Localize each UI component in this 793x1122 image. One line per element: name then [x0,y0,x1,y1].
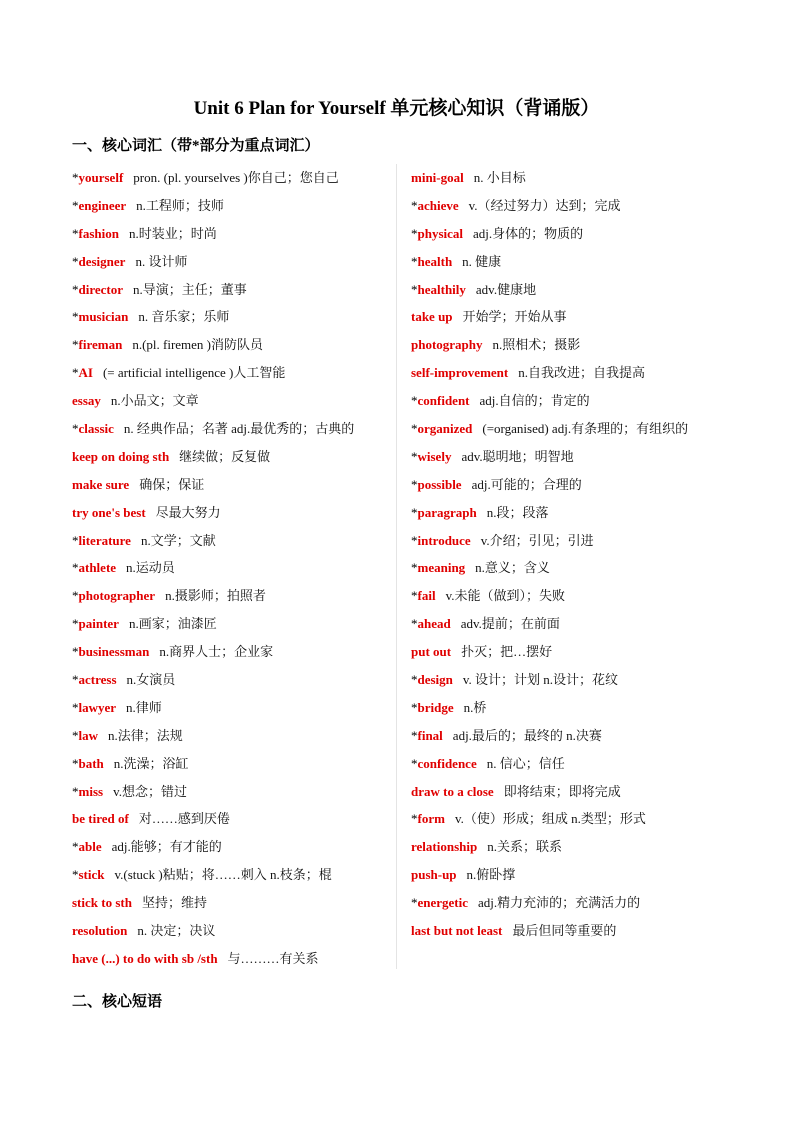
vocab-word: businessman [78,644,150,660]
vocab-word: healthily [417,281,466,297]
vocab-definition: n.商界人士；企业家 [159,644,274,660]
vocab-entry [72,778,398,806]
vocab-entry [72,331,398,359]
vocab-definition: n.(pl. firemen )消防队员 [132,337,264,353]
vocab-word: bath [78,755,104,771]
vocab-word: push-up [411,867,457,883]
important-marker: * [72,867,79,883]
important-marker: * [72,616,79,632]
important-marker: * [411,895,418,911]
vocab-word: musician [78,309,129,325]
vocab-word: athlete [78,560,117,576]
important-marker: * [72,421,79,437]
important-marker: * [72,253,79,269]
important-marker: * [411,532,418,548]
vocab-definition: n. 健康 [462,253,502,269]
vocab-entry [411,276,731,304]
vocab-definition: n.自我改进；自我提高 [518,365,645,381]
vocab-word: actress [78,672,117,688]
vocab-word: health [417,253,453,269]
vocab-word: confidence [417,755,477,771]
vocab-entry [411,359,731,387]
important-marker: * [72,727,79,743]
vocab-entry [411,471,731,499]
vocab-entry [72,610,398,638]
vocab-entry [72,945,398,973]
vocab-entry [72,917,398,945]
vocab-entry [72,889,398,917]
vocab-entry [72,554,398,582]
important-marker: * [72,170,79,185]
important-marker: * [72,197,79,213]
vocab-definition: n.照相术；摄影 [492,337,581,353]
vocab-entry [411,722,731,750]
vocab-definition: n.法律；法规 [108,727,183,743]
important-marker: * [72,281,79,297]
vocab-entry [411,750,731,778]
page-title: Unit 6 Plan for Yourself 单元核心知识（背诵版） [193,98,600,119]
vocab-entry [411,889,731,917]
vocab-definition: n. 信心；信任 [486,755,565,771]
vocab-entry [72,805,398,833]
vocab-word: ahead [417,616,451,632]
important-marker: * [411,421,418,437]
vocab-entry [72,276,398,304]
vocab-definition: adj.可能的；合理的 [471,476,582,492]
vocab-definition: n.桥 [463,699,487,715]
vocab-definition: n.意义；含义 [475,560,550,576]
vocab-word: bridge [417,699,454,715]
vocab-word: director [78,281,124,297]
vocab-entry [411,220,731,248]
vocab-definition: n.文学；文献 [140,532,216,548]
vocab-definition: v.想念；错过 [113,783,187,799]
vocab-word: yourself [78,170,124,185]
important-marker: * [411,672,418,688]
vocab-definition: (=organised) adj.有条理的；有组织的 [482,421,689,437]
vocab-word: put out [411,644,452,660]
vocab-entry [72,415,398,443]
vocab-entry [72,359,398,387]
vocab-entry [411,917,731,945]
vocab-definition: n.女演员 [126,672,176,688]
vocab-definition: n. 小目标 [473,170,526,185]
vocab-word: lawyer [78,699,117,715]
vocab-entry [72,220,398,248]
vocab-definition: n.时装业；时尚 [128,225,217,241]
vocab-column-right [411,164,731,945]
vocab-word: form [417,811,445,827]
important-marker: * [72,309,79,325]
vocab-entry [72,248,398,276]
vocab-word: physical [417,225,464,241]
vocab-word: able [78,839,102,855]
vocab-definition: 继续做；反复做 [179,448,271,464]
vocab-definition: adj.精力充沛的；充满活力的 [478,895,641,911]
vocab-entry [411,303,731,331]
vocab-entry [411,527,731,555]
vocab-entry [72,499,398,527]
vocab-word: energetic [417,895,469,911]
important-marker: * [411,560,418,576]
vocab-entry [411,499,731,527]
vocab-word: keep on doing sth [72,448,170,464]
vocab-definition: v.（经过努力）达到；完成 [468,197,621,213]
vocab-word: stick to sth [72,895,132,911]
vocab-word: possible [417,476,462,492]
vocab-entry [411,861,731,889]
vocab-word: painter [78,616,119,632]
vocab-word: take up [411,309,453,325]
important-marker: * [72,644,79,660]
vocab-word: make sure [72,476,130,492]
vocab-definition: (= artificial intelligence )人工智能 [102,365,286,381]
vocab-definition: 扑灭；把…摆好 [461,644,553,660]
vocab-definition: n. 经典作品；名著 adj.最优秀的；古典的 [123,421,355,437]
important-marker: * [72,783,79,799]
important-marker: * [411,755,418,771]
section-heading-vocabulary: 一、核心词汇（带*部分为重点词汇） [72,138,320,154]
vocab-word: engineer [78,197,127,213]
vocab-word: designer [78,253,126,269]
important-marker: * [72,532,79,548]
vocab-entry [72,582,398,610]
important-marker: * [411,197,418,213]
vocab-definition: adv.提前；在前面 [460,616,560,632]
important-marker: * [72,699,79,715]
vocab-definition: n.画家；油漆匠 [128,616,217,632]
vocab-word: stick [78,867,105,883]
vocab-word: photography [411,337,483,353]
vocab-definition: v. 设计；计划 n.设计；花纹 [462,672,619,688]
vocab-definition: adv.健康地 [475,281,537,297]
vocab-word: photographer [78,588,156,604]
vocab-definition: n.导演；主任；董事 [133,281,247,297]
important-marker: * [411,504,418,520]
vocab-word: try one's best [72,504,146,520]
vocab-entry [72,833,398,861]
vocab-word: miss [78,783,104,799]
vocab-entry [72,861,398,889]
vocab-entry [72,722,398,750]
section-heading-phrases: 二、核心短语 [72,994,163,1010]
vocab-entry [411,331,731,359]
vocab-entry [411,164,731,192]
important-marker: * [411,281,418,297]
vocab-entry [411,554,731,582]
vocab-entry [411,833,731,861]
important-marker: * [411,253,418,269]
vocab-definition: v.（使）形成；组成 n.类型；形式 [454,811,646,827]
vocab-word: final [417,727,443,743]
vocab-word: draw to a close [411,783,494,799]
important-marker: * [72,560,79,576]
vocab-definition: n. 决定；决议 [137,923,216,939]
vocab-entry [411,778,731,806]
vocab-entry [72,164,398,192]
vocab-entry [411,610,731,638]
vocab-word: fireman [78,337,123,353]
vocab-definition: 对……感到厌倦 [138,811,230,827]
vocab-word: organized [417,421,473,437]
vocab-word: design [417,672,453,688]
important-marker: * [411,448,418,464]
vocab-definition: n.小品文；文章 [110,393,199,409]
vocab-word: paragraph [417,504,477,520]
vocab-word: self-improvement [411,365,509,381]
vocab-entry [72,443,398,471]
vocab-entry [411,443,731,471]
vocab-entry [411,192,731,220]
vocab-word: relationship [411,839,478,855]
vocab-entry [72,527,398,555]
vocab-word: introduce [417,532,471,548]
important-marker: * [411,811,418,827]
vocab-word: resolution [72,923,128,939]
vocab-word: last but not least [411,923,503,939]
vocab-word: literature [78,532,131,548]
vocab-entry [411,805,731,833]
vocab-entry [411,582,731,610]
vocab-entry [72,192,398,220]
important-marker: * [411,588,418,604]
vocab-definition: adj.能够；有才能的 [111,839,222,855]
important-marker: * [72,365,79,381]
vocab-word: AI [78,365,93,381]
vocab-entry [411,638,731,666]
important-marker: * [72,755,79,771]
vocab-definition: n. 音乐家；乐师 [138,309,230,325]
vocab-word: fail [417,588,436,604]
vocab-definition: 最后但同等重要的 [512,923,617,939]
vocab-entry [72,638,398,666]
important-marker: * [411,225,418,241]
vocab-definition: 即将结束；即将完成 [503,783,621,799]
vocab-word: meaning [417,560,466,576]
vocab-word: classic [78,421,114,437]
vocab-definition: 与………有关系 [227,950,319,966]
vocab-definition: n.段；段落 [486,504,549,520]
vocab-entry [72,471,398,499]
important-marker: * [411,727,418,743]
important-marker: * [72,588,79,604]
important-marker: * [411,616,418,632]
vocab-entry [72,666,398,694]
vocab-word: essay [72,393,101,409]
vocab-definition: pron. (pl. yourselves )你自己；您自己 [133,170,339,185]
vocab-definition: v.未能（做到）；失败 [445,588,565,604]
vocab-word: have (...) to do with sb /sth [72,950,218,966]
important-marker: * [411,476,418,492]
vocab-word: be tired of [72,811,129,827]
vocab-word: confident [417,393,470,409]
vocab-definition: adj.自信的；肯定的 [479,393,590,409]
important-marker: * [72,672,79,688]
vocab-definition: 开始学；开始从事 [462,309,567,325]
vocab-definition: n.俯卧撑 [466,867,516,883]
important-marker: * [411,699,418,715]
vocab-word: wisely [417,448,452,464]
vocab-definition: 确保；保证 [139,476,205,492]
vocab-definition: adj.身体的；物质的 [473,225,584,241]
important-marker: * [411,393,418,409]
vocab-definition: n.洗澡；浴缸 [113,755,189,771]
vocab-entry [411,415,731,443]
vocab-word: law [78,727,98,743]
vocab-word: fashion [78,225,119,241]
vocab-definition: n.律师 [126,699,162,715]
vocab-definition: n.关系；联系 [487,839,562,855]
vocab-column-left [72,164,398,973]
important-marker: * [72,337,79,353]
vocab-definition: n.运动员 [126,560,175,576]
important-marker: * [72,839,79,855]
vocab-entry [411,248,731,276]
vocab-entry [72,303,398,331]
vocab-definition: adv.聪明地；明智地 [461,448,574,464]
important-marker: * [72,225,79,241]
vocab-word: mini-goal [411,170,464,185]
vocab-definition: v.(stuck )粘贴；将……刺入 n.枝条；棍 [114,867,332,883]
vocab-entry [72,694,398,722]
vocab-definition: 坚持；维持 [141,895,207,911]
vocab-definition: n.摄影师；拍照者 [165,588,266,604]
vocab-entry [411,387,731,415]
vocab-entry [72,750,398,778]
vocab-definition: v.介绍；引见；引进 [480,532,594,548]
vocab-entry [72,387,398,415]
vocab-entry [411,694,731,722]
vocab-word: achieve [417,197,459,213]
vocab-definition: 尽最大努力 [155,504,221,520]
vocab-definition: n.工程师；技师 [136,197,224,213]
vocab-definition: n. 设计师 [135,253,188,269]
vocab-definition: adj.最后的；最终的 n.决赛 [452,727,602,743]
vocab-entry [411,666,731,694]
